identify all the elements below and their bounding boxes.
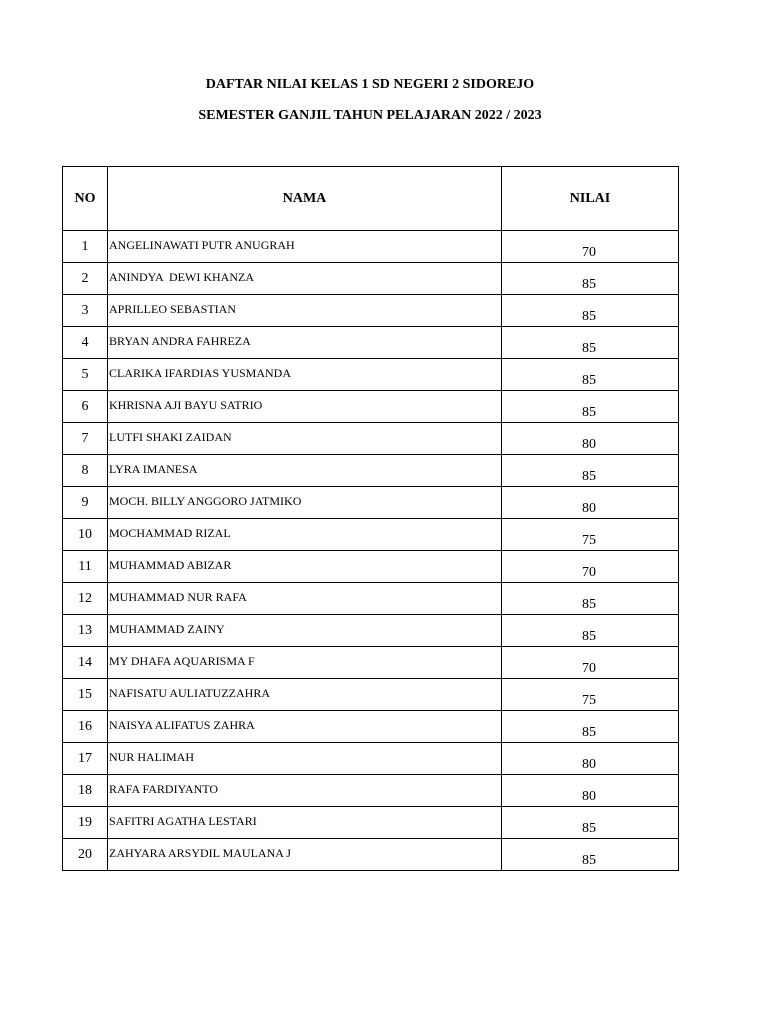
student-grade: 80	[502, 423, 679, 455]
student-name: CLARIKA IFARDIAS YUSMANDA	[108, 359, 502, 391]
student-name: NAFISATU AULIATUZZAHRA	[108, 679, 502, 711]
student-grade: 75	[502, 519, 679, 551]
student-grade: 70	[502, 551, 679, 583]
row-number: 18	[63, 775, 108, 807]
row-number: 11	[63, 551, 108, 583]
table-row	[63, 775, 679, 807]
student-grade: 85	[502, 295, 679, 327]
student-name: RAFA FARDIYANTO	[108, 775, 502, 807]
student-grade: 75	[502, 679, 679, 711]
table-row	[63, 327, 679, 359]
row-number: 19	[63, 807, 108, 839]
column-header-nilai: NILAI	[502, 167, 679, 231]
table-row	[63, 519, 679, 551]
table-row	[63, 807, 679, 839]
document-subtitle: SEMESTER GANJIL TAHUN PELAJARAN 2022 / 2023	[198, 108, 542, 123]
student-grade: 85	[502, 359, 679, 391]
grades-table	[62, 166, 679, 871]
student-grade: 85	[502, 263, 679, 295]
student-grade: 80	[502, 775, 679, 807]
row-number: 7	[63, 423, 108, 455]
row-number: 3	[63, 295, 108, 327]
student-name: BRYAN ANDRA FAHREZA	[108, 327, 502, 359]
row-number: 10	[63, 519, 108, 551]
student-name: MUHAMMAD ABIZAR	[108, 551, 502, 583]
student-name: SAFITRI AGATHA LESTARI	[108, 807, 502, 839]
student-name: LYRA IMANESA	[108, 455, 502, 487]
row-number: 4	[63, 327, 108, 359]
table-row	[63, 359, 679, 391]
student-name: ANINDYA DEWI KHANZA	[108, 263, 502, 295]
row-number: 13	[63, 615, 108, 647]
table-row	[63, 551, 679, 583]
table-row	[63, 839, 679, 871]
student-name: ZAHYARA ARSYDIL MAULANA J	[108, 839, 502, 871]
student-grade: 80	[502, 743, 679, 775]
table-row	[63, 295, 679, 327]
row-number: 5	[63, 359, 108, 391]
student-grade: 85	[502, 583, 679, 615]
student-grade: 85	[502, 615, 679, 647]
row-number: 6	[63, 391, 108, 423]
row-number: 15	[63, 679, 108, 711]
student-name: NUR HALIMAH	[108, 743, 502, 775]
row-number: 17	[63, 743, 108, 775]
document-title: DAFTAR NILAI KELAS 1 SD NEGERI 2 SIDOREJO	[205, 77, 535, 92]
student-grade: 85	[502, 391, 679, 423]
row-number: 8	[63, 455, 108, 487]
student-name: MUHAMMAD NUR RAFA	[108, 583, 502, 615]
table-row	[63, 615, 679, 647]
table-row	[63, 679, 679, 711]
row-number: 12	[63, 583, 108, 615]
table-row	[63, 583, 679, 615]
student-grade: 85	[502, 455, 679, 487]
student-name: NAISYA ALIFATUS ZAHRA	[108, 711, 502, 743]
student-name: MOCH. BILLY ANGGORO JATMIKO	[108, 487, 502, 519]
student-name: ANGELINAWATI PUTR ANUGRAH	[108, 231, 502, 263]
table-row	[63, 423, 679, 455]
table-header-row	[63, 167, 679, 231]
row-number: 1	[63, 231, 108, 263]
student-grade: 70	[502, 231, 679, 263]
row-number: 16	[63, 711, 108, 743]
student-grade: 85	[502, 711, 679, 743]
student-grade: 80	[502, 487, 679, 519]
student-name: LUTFI SHAKI ZAIDAN	[108, 423, 502, 455]
table-row	[63, 231, 679, 263]
table-body	[63, 231, 679, 871]
table-row	[63, 455, 679, 487]
student-name: KHRISNA AJI BAYU SATRIO	[108, 391, 502, 423]
table-row	[63, 263, 679, 295]
table-row	[63, 391, 679, 423]
student-name: MY DHAFA AQUARISMA F	[108, 647, 502, 679]
student-grade: 85	[502, 839, 679, 871]
column-header-nama: NAMA	[108, 167, 502, 231]
student-name: MUHAMMAD ZAINY	[108, 615, 502, 647]
row-number: 2	[63, 263, 108, 295]
table-row	[63, 647, 679, 679]
row-number: 9	[63, 487, 108, 519]
student-name: MOCHAMMAD RIZAL	[108, 519, 502, 551]
student-grade: 70	[502, 647, 679, 679]
table-row	[63, 487, 679, 519]
row-number: 20	[63, 839, 108, 871]
student-grade: 85	[502, 327, 679, 359]
column-header-no: NO	[63, 167, 108, 231]
row-number: 14	[63, 647, 108, 679]
table-row	[63, 711, 679, 743]
student-grade: 85	[502, 807, 679, 839]
student-name: APRILLEO SEBASTIAN	[108, 295, 502, 327]
table-row	[63, 743, 679, 775]
